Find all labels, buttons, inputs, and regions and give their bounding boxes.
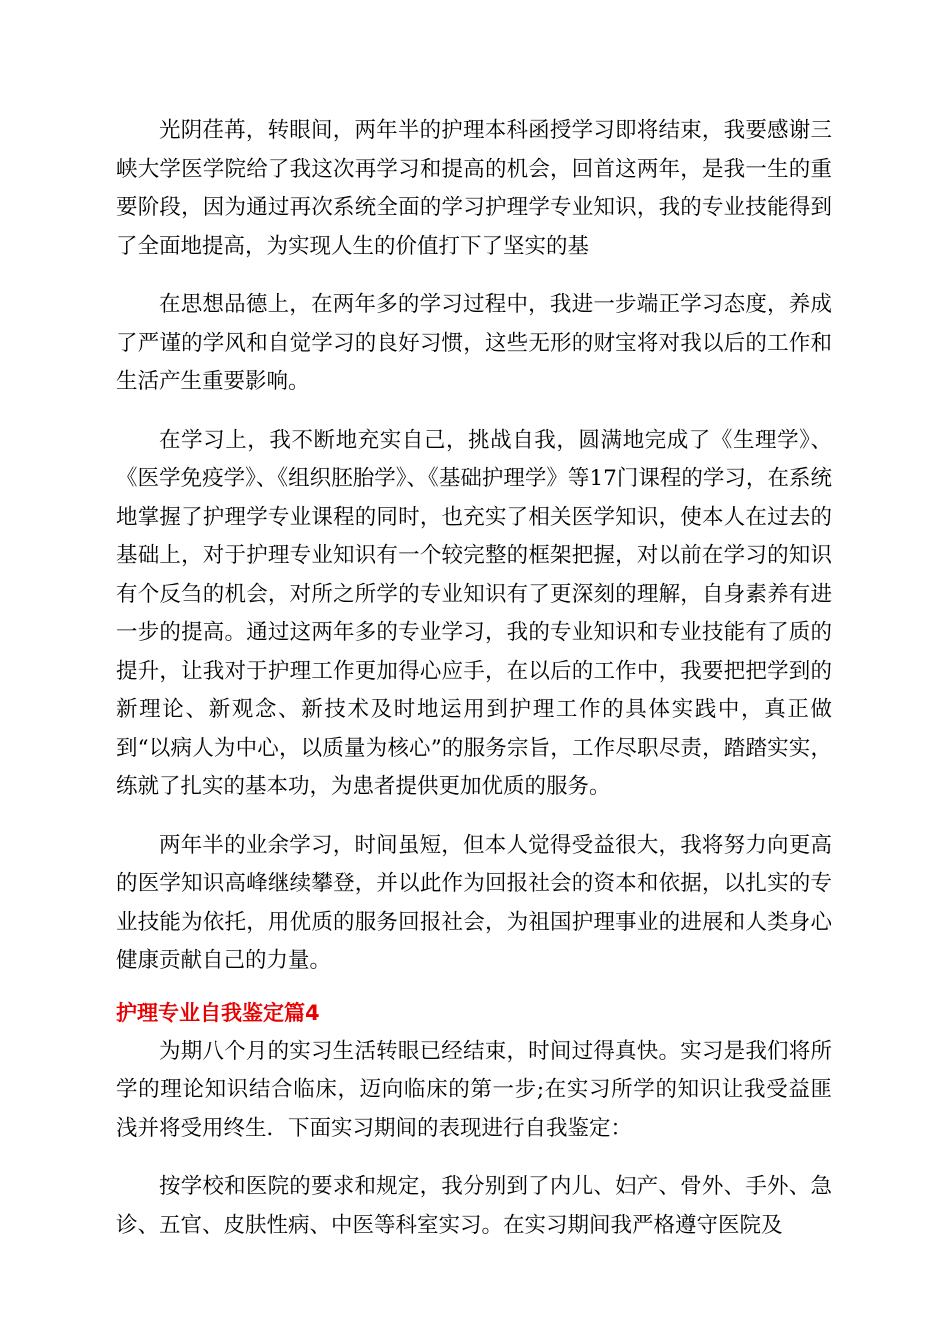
- paragraph-study: 在学习上，我不断地充实自己，挑战自我，圆满地完成了《生理学》、《医学免疫学》、《组织胚胎学》、《基础护理学》等17门课程的学习，在系统地掌握了护理学专业课程的同时，也充实了相关医学知识，使本人在过去的基础上，对于护理专业知识有一个较完整的框架把握，对以前在学习的知识有个反刍的机会，对所之所学的专业知识有了更深刻的理解，自身素养有进一步的提高。通过这两年多的专业学习，我的专业知识和专业技能有了质的提升，让我对于护理工作更加得心应手，在以后的工作中，我要把把学到的新理论、新观念、新技术及时地运用到护理工作的具体实践中，真正做到“以病人为中心，以质量为核心”的服务宗旨，工作尽职尽责，踏踏实实，练就了扎实的基本功，为患者提供更加优质的服务。: [116, 427, 832, 799]
- paragraph-internship-departments: 按学校和医院的要求和规定，我分别到了内儿、妇产、骨外、手外、急诊、五官、皮肤性病、中医等科室实习。在实习期间我严格遵守医院及: [116, 1174, 832, 1238]
- paragraph-intro: 光阴荏苒，转眼间，两年半的护理本科函授学习即将结束，我要感谢三峡大学医学院给了我这次再学习和提高的机会，回首这两年，是我一生的重要阶段，因为通过再次系统全面的学习护理学专业知识，我的专业技能得到了全面地提高，为实现人生的价值打下了坚实的基: [116, 118, 832, 259]
- paragraph-ideology: 在思想品德上，在两年多的学习过程中，我进一步端正学习态度，养成了严谨的学风和自觉学习的良好习惯，这些无形的财宝将对我以后的工作和生活产生重要影响。: [116, 292, 832, 394]
- document-page: [116, 112, 832, 1265]
- section-heading: 护理专业自我鉴定篇4: [116, 1000, 320, 1025]
- paragraph-internship-intro: 为期八个月的实习生活转眼已经结束，时间过得真快。实习是我们将所学的理论知识结合临床，迈向临床的第一步;在实习所学的知识让我受益匪浅并将受用终生．下面实习期间的表现进行自我鉴定：: [116, 1038, 832, 1141]
- paragraph-conclusion: 两年半的业余学习，时间虽短，但本人觉得受益很大，我将努力向更高的医学知识高峰继续攀登，并以此作为回报社会的资本和依据，以扎实的专业技能为依托，用优质的服务回报社会，为祖国护理事业的进展和人类身心健康贡献自己的力量。: [116, 832, 832, 973]
